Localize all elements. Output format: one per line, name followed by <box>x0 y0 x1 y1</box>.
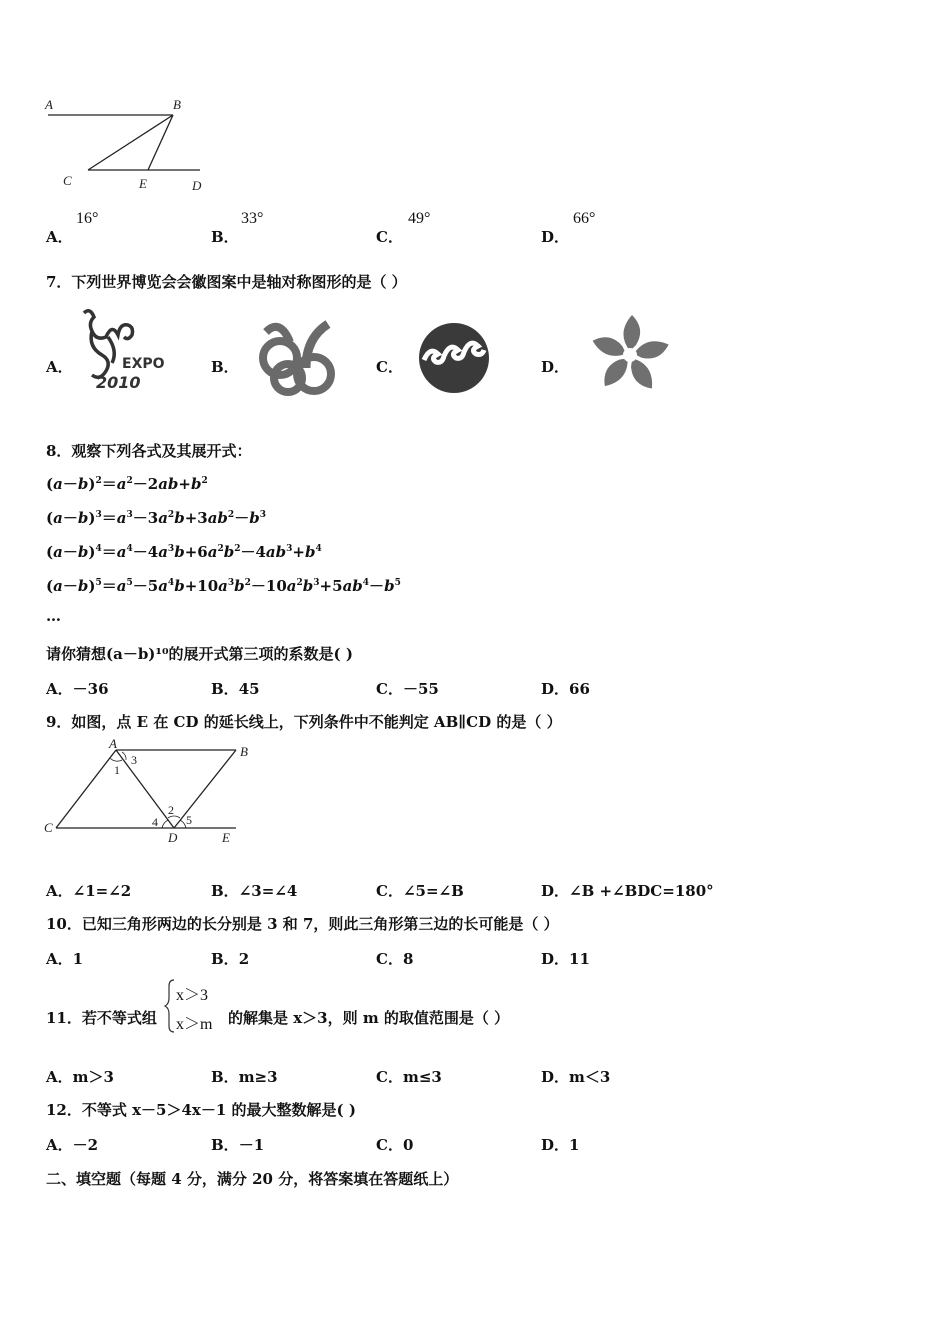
q6-label-c: C <box>63 173 72 188</box>
section-heading: 二、填空题（每题 4 分，满分 20 分，将答案填在答题纸上） <box>46 1170 459 1188</box>
option-letter: B． <box>211 228 239 246</box>
option-letter: C． <box>376 882 403 900</box>
q8-option-d[interactable] <box>541 678 590 699</box>
q11-option-d[interactable] <box>541 1066 610 1087</box>
q12-option-d[interactable] <box>541 1134 579 1155</box>
q11-system-row-1: x＞3 <box>176 987 209 1004</box>
option-letter: C． <box>376 680 403 698</box>
option-value: ∠B +∠BDC=180° <box>569 882 714 900</box>
option-letter: D． <box>541 950 570 968</box>
q6-option-c-value: 49° <box>408 210 431 227</box>
q8-question: 请你猜想(a－b)¹⁰的展开式第三项的系数是( ) <box>46 645 353 663</box>
option-value: 1 <box>569 1136 580 1154</box>
option-value: －1 <box>238 1136 265 1154</box>
q7-option-b[interactable]: B． <box>211 358 239 376</box>
q7-option-c[interactable]: C． <box>376 358 403 376</box>
option-value: 1 <box>72 950 84 968</box>
q9-option-c[interactable] <box>376 880 464 901</box>
option-letter: D． <box>541 1068 570 1086</box>
option-letter: A． <box>46 680 73 698</box>
q11-brace <box>164 978 176 1034</box>
q12-option-a[interactable] <box>46 1134 98 1155</box>
q11-prefix: 11．若不等式组 <box>46 1009 157 1027</box>
option-value: 66 <box>569 680 590 698</box>
q11-option-c[interactable] <box>376 1066 442 1087</box>
q9-angle-5: 5 <box>186 813 192 827</box>
q10-option-c[interactable] <box>376 948 413 969</box>
q6-option-a-value: 16° <box>76 210 99 227</box>
option-value: m≤3 <box>402 1068 442 1086</box>
option-value: －55 <box>402 680 439 698</box>
q8-stem: 8．观察下列各式及其展开式： <box>46 442 252 460</box>
option-letter: C． <box>376 228 403 246</box>
q6-option-b-value: 33° <box>241 210 264 227</box>
q8-option-c[interactable] <box>376 678 439 699</box>
q6-label-e: E <box>139 176 147 191</box>
q8-ellipsis: … <box>46 607 61 625</box>
q6-option-c[interactable] <box>376 226 403 247</box>
q8-option-b[interactable] <box>211 678 260 699</box>
option-letter: A． <box>46 228 73 246</box>
option-letter: C． <box>376 1068 403 1086</box>
option-letter: D． <box>541 882 570 900</box>
option-letter: D． <box>541 680 570 698</box>
q10-option-a[interactable] <box>46 948 83 969</box>
q9-stem: 9．如图，点 E 在 CD 的延长线上，下列条件中不能判定 AB∥CD 的是（ ） <box>46 713 562 731</box>
q6-label-d: D <box>192 178 202 193</box>
q8-option-a[interactable] <box>46 678 109 699</box>
q7-option-d[interactable]: D． <box>541 358 570 376</box>
q6-option-d[interactable] <box>541 226 569 247</box>
q6-label-a: A <box>45 97 53 112</box>
option-letter: B． <box>211 950 239 968</box>
option-value: －2 <box>72 1136 99 1154</box>
option-value: ∠5=∠B <box>402 882 464 900</box>
option-letter: C． <box>376 1136 403 1154</box>
q9-label-d: D <box>168 830 178 845</box>
q9-option-a[interactable] <box>46 880 131 901</box>
q11-suffix: 的解集是 x＞3，则 m 的取值范围是（ ） <box>228 1009 510 1027</box>
option-value: －36 <box>72 680 109 698</box>
option-value: m＞3 <box>72 1068 114 1086</box>
option-value: 2 <box>238 950 250 968</box>
q9-label-b: B <box>240 744 248 759</box>
q7-logo-c-icon <box>418 322 490 394</box>
q9-figure <box>40 738 250 848</box>
q10-option-b[interactable] <box>211 948 249 969</box>
q7-option-a[interactable]: A． <box>46 358 73 376</box>
q12-stem: 12．不等式 x－5＞4x－1 的最大整数解是( ) <box>46 1101 356 1119</box>
q6-option-b[interactable] <box>211 226 239 247</box>
option-letter: B． <box>211 680 239 698</box>
q7-expo-logo <box>78 305 170 393</box>
q6-option-a[interactable] <box>46 226 73 247</box>
option-letter: D． <box>541 1136 570 1154</box>
q6-figure <box>40 95 220 195</box>
option-value: 8 <box>402 950 414 968</box>
q12-option-b[interactable] <box>211 1134 264 1155</box>
option-letter: B． <box>211 1136 239 1154</box>
option-value: ∠3=∠4 <box>238 882 298 900</box>
q8-formula-1: $(a-b)^2=a^2-2ab+b^2$ <box>46 475 208 493</box>
option-letter: C． <box>376 950 403 968</box>
option-value: m＜3 <box>569 1068 611 1086</box>
q9-angle-2: 2 <box>168 803 174 817</box>
option-value: ∠1=∠2 <box>72 882 132 900</box>
q9-label-c: C <box>44 820 53 835</box>
q7-stem: 7．下列世界博览会会徽图案中是轴对称图形的是（ ） <box>46 273 407 291</box>
option-letter: A． <box>46 950 73 968</box>
q6-label-b: B <box>173 97 181 112</box>
q10-option-d[interactable] <box>541 948 590 969</box>
option-value: m≥3 <box>238 1068 278 1086</box>
q11-option-a[interactable] <box>46 1066 114 1087</box>
q7-logo-b-icon <box>258 318 340 398</box>
q9-angle-1: 1 <box>114 763 120 777</box>
expo-logo-text: EXPO <box>122 356 165 372</box>
option-value: 45 <box>238 680 260 698</box>
option-letter: A． <box>46 1136 73 1154</box>
q11-system-row-2: x＞m <box>176 1016 213 1033</box>
q9-label-e: E <box>222 830 230 845</box>
q9-label-a: A <box>109 738 117 751</box>
option-letter: B． <box>211 882 239 900</box>
q11-option-b[interactable] <box>211 1066 278 1087</box>
option-value: 0 <box>402 1136 414 1154</box>
q9-option-d[interactable] <box>541 880 714 901</box>
q9-angle-3: 3 <box>131 753 137 767</box>
q8-formula-4: $(a-b)^5=a^5-5a^4b+10a^3b^2-10a^2b^3+5ab^4-b^5$ <box>46 577 401 595</box>
option-letter: A． <box>46 882 73 900</box>
q9-angle-4: 4 <box>152 815 158 829</box>
option-letter: D． <box>541 228 570 246</box>
q9-option-b[interactable] <box>211 880 297 901</box>
option-letter: B． <box>211 1068 239 1086</box>
q8-formula-2: $(a-b)^3=a^3-3a^2b+3ab^2-b^3$ <box>46 509 266 527</box>
q8-formula-3: $(a-b)^4=a^4-4a^3b+6a^2b^2-4ab^3+b^4$ <box>46 543 322 561</box>
q6-option-d-value: 66° <box>573 210 596 227</box>
option-value: 11 <box>569 950 590 968</box>
q10-stem: 10．已知三角形两边的长分别是 3 和 7，则此三角形第三边的长可能是（ ） <box>46 915 559 933</box>
q12-option-c[interactable] <box>376 1134 413 1155</box>
q7-logo-d-icon <box>588 312 672 398</box>
option-letter: A． <box>46 1068 73 1086</box>
expo-logo-year: 2010 <box>96 373 141 392</box>
